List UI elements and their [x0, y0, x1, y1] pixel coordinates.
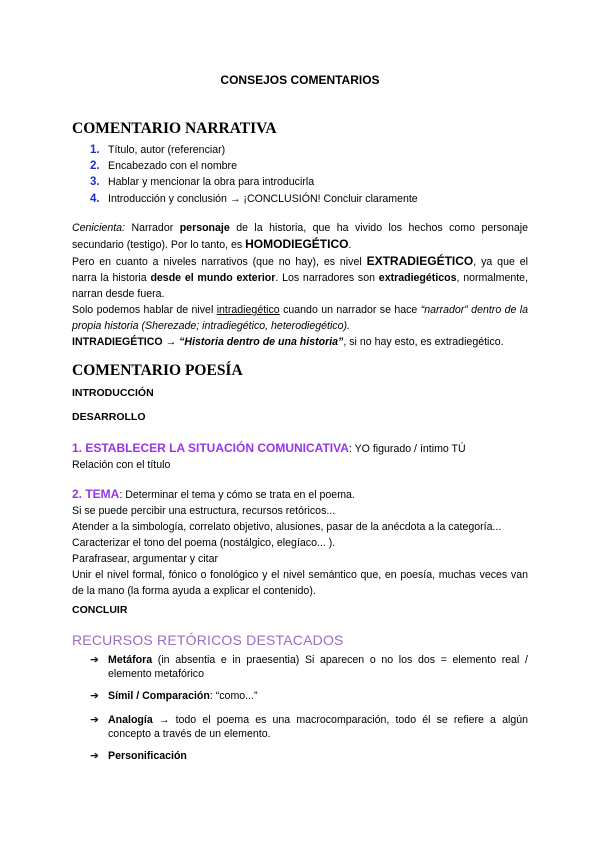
list-text: Encabezado con el nombre: [108, 160, 237, 173]
desarrollo-label: DESARROLLO: [72, 411, 146, 423]
concluir-label: CONCLUIR: [72, 604, 128, 616]
intro-label: INTRODUCCIÓN: [72, 387, 154, 399]
paragraph: INTRADIEGÉTICO → “Historia dentro de una historia”, si no hay esto, es extradiegético.: [72, 336, 504, 348]
narrativa-list: [90, 142, 418, 207]
arrow-icon: ➔: [90, 690, 99, 702]
bullet-item: ➔ Símil / Comparación: “como...”: [90, 690, 258, 702]
list-item: [90, 158, 418, 174]
document-title: CONSEJOS COMENTARIOS: [220, 73, 380, 87]
arrow-icon: ➔: [90, 714, 99, 726]
list-text: Título, autor (referenciar): [108, 144, 226, 156]
arrow-icon: ➔: [90, 750, 99, 762]
list-number: 4.: [90, 192, 100, 205]
list-item: [90, 191, 418, 207]
list-text: Introducción y conclusión → ¡CONCLUSIÓN! Concluir claramente: [108, 192, 418, 205]
list-item: [90, 174, 418, 190]
recursos-heading: RECURSOS RETÓRICOS DESTACADOS: [72, 632, 344, 648]
section-title: 1. ESTABLECER LA SITUACIÓN COMUNICATIVA: [72, 441, 349, 455]
paragraph: Cenicienta: Narrador personaje de la historia, que ha vivido los hechos como personaje secundario (testigo). Por lo tanto, es HOMODIEGÉTICO.: [72, 222, 528, 251]
bullet-item: ➔ Personificación: [90, 750, 187, 762]
list-number: 2.: [90, 160, 100, 173]
section-tema: 2. TEMA: Determinar el tema y cómo se trata en el poema. Si se puede percibir una estructura, recursos retóricos... Atender a la simbología, correlato objetivo, alusiones, pasar de la anécdota a la categoría... Caracterizar el tono del poema (nostálgico, elegíaco... ). Parafrasear, argumentar y citar Unir el nivel formal, fónico o fonológico y el nivel semántico que, en poesía, muchas veces van de la mano (la forma ayuda a explicar el contenido).: [72, 487, 528, 597]
list-text: Hablar y mencionar la obra para introducirla: [108, 176, 315, 189]
paragraph: Solo podemos hablar de nivel intradiegético cuando un narrador se hace “narrador” dentro de la propia historia (Sherezade; intradiegético, heterodiegético).: [72, 304, 528, 332]
narrativa-body: [72, 220, 528, 350]
bullet-item: ➔ Metáfora (in absentia e in praesentia) Si aparecen o no los dos = elemento real / elemento metafórico: [90, 654, 528, 680]
poesia-heading: COMENTARIO POESÍA: [72, 362, 243, 379]
arrow-icon: ➔: [90, 654, 99, 666]
list-number: 1.: [90, 144, 100, 156]
section-title: 2. TEMA: [72, 487, 120, 501]
list-number: 3.: [90, 176, 100, 189]
list-item: [90, 142, 418, 158]
paragraph: Pero en cuanto a niveles narrativos (que no hay), es nivel EXTRADIEGÉTICO, ya que el narra la historia desde el mundo exterior. Los narradores son extradiegéticos, normalmente, narran desde fuera.: [72, 254, 529, 300]
bullet-item: ➔ Analogía → todo el poema es una macrocomparación, todo él se refiere a algún concepto a través de un elemento.: [90, 714, 528, 740]
narrativa-heading: COMENTARIO NARRATIVA: [72, 120, 277, 137]
section-situacion: 1. ESTABLECER LA SITUACIÓN COMUNICATIVA: YO figurado / íntimo TÚ Relación con el título: [72, 441, 466, 471]
